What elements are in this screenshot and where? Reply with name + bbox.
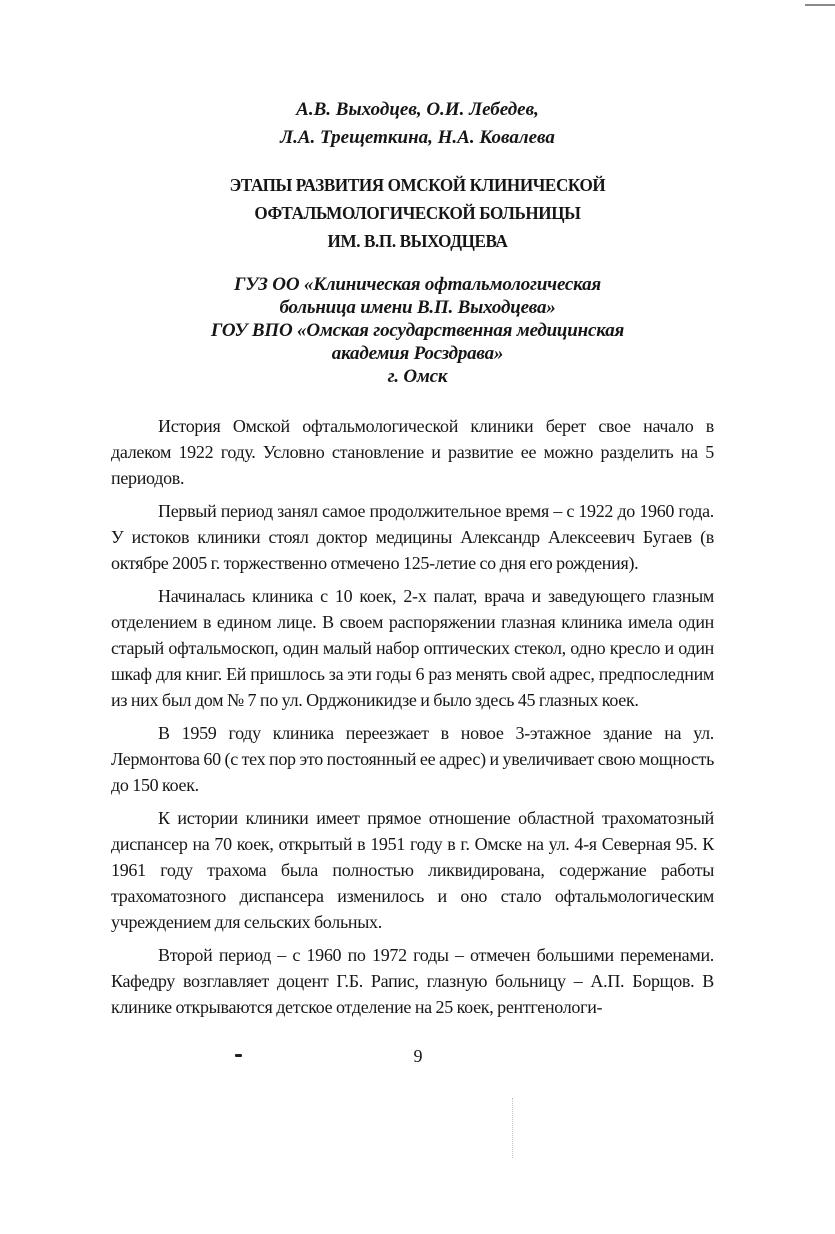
affiliation-city: г. Омск (387, 366, 448, 387)
affiliation-line-1: ГУЗ ОО «Клиническая офтальмологическая (233, 274, 602, 295)
paragraph-1: История Омской офтальмологической клиники берет свое начало в далеком 1922 году. Условно становление и развитие ее можно разделить на 5 периодов. (111, 416, 714, 488)
article-body (111, 413, 714, 1027)
title-line-3: ИМ. В.П. ВЫХОДЦЕВА (327, 231, 508, 251)
title-line-2: ОФТАЛЬМОЛОГИЧЕСКОЙ БОЛЬНИЦЫ (254, 203, 581, 223)
authors-block (110, 96, 725, 152)
scan-corner-mark (805, 4, 835, 6)
paragraph-6: Второй период – с 1960 по 1972 годы – отмечен большими переменами. Кафедру возглавляет доцент Г.Б. Рапис, глазную больницу – А.П. Борщов. В клинике открываются детское отделение на 25 коек, рентгенологи- (111, 945, 714, 1017)
affiliation-line-2: больница имени В.П. Выходцева» (279, 297, 556, 318)
scan-dash-mark (235, 1054, 242, 1057)
paragraph-4: В 1959 году клиника переезжает в новое 3-этажное здание на ул. Лермонтова 60 (с тех пор это постоянный ее адрес) и увеличивает свою мощность до 150 коек. (111, 723, 715, 795)
affiliation-block (110, 273, 725, 388)
paragraph-5: К истории клиники имеет прямое отношение областной трахоматозный диспансер на 70 коек, открытый в 1951 году в г. Омске на ул. 4-я Северная 95. К 1961 году трахома была полностью ликвидирована, содержание работы трахоматозного диспансера изменилось и оно стало офтальмологическим учреждением для сельских больных. (111, 808, 714, 932)
affiliation-line-4: академия Росздрава» (331, 343, 504, 364)
page-number: 9 (413, 1046, 423, 1066)
authors-line-2: Л.А. Трещеткина, Н.А. Ковалева (280, 127, 555, 148)
article-title (125, 171, 709, 255)
title-line-1: ЭТАПЫ РАЗВИТИЯ ОМСКОЙ КЛИНИЧЕСКОЙ (229, 175, 606, 195)
authors-line-1: А.В. Выходцев, О.И. Лебедев, (296, 99, 539, 120)
paragraph-3: Начиналась клиника с 10 коек, 2-х палат, врача и заведующего глазным отделением в едином лице. В своем распоряжении глазная клиника имела один старый офтальмоскоп, один малый набор оптических стекол, одно кресло и один шкаф для книг. Ей пришлось за эти годы 6 раз менять свой адрес, предпоследним из них был дом № 7 по ул. Орджоникидзе и было здесь 45 глазных коек. (111, 586, 714, 710)
affiliation-line-3: ГОУ ВПО «Омская государственная медицинская (210, 320, 625, 341)
scan-edge-line (512, 1098, 513, 1158)
paragraph-2: Первый период занял самое продолжительное время – с 1922 до 1960 года. У истоков клиники стоял доктор медицины Александр Алексеевич Бугаев (в октябре 2005 г. торжественно отмечено 125-летие со дня его рождения). (111, 501, 714, 573)
